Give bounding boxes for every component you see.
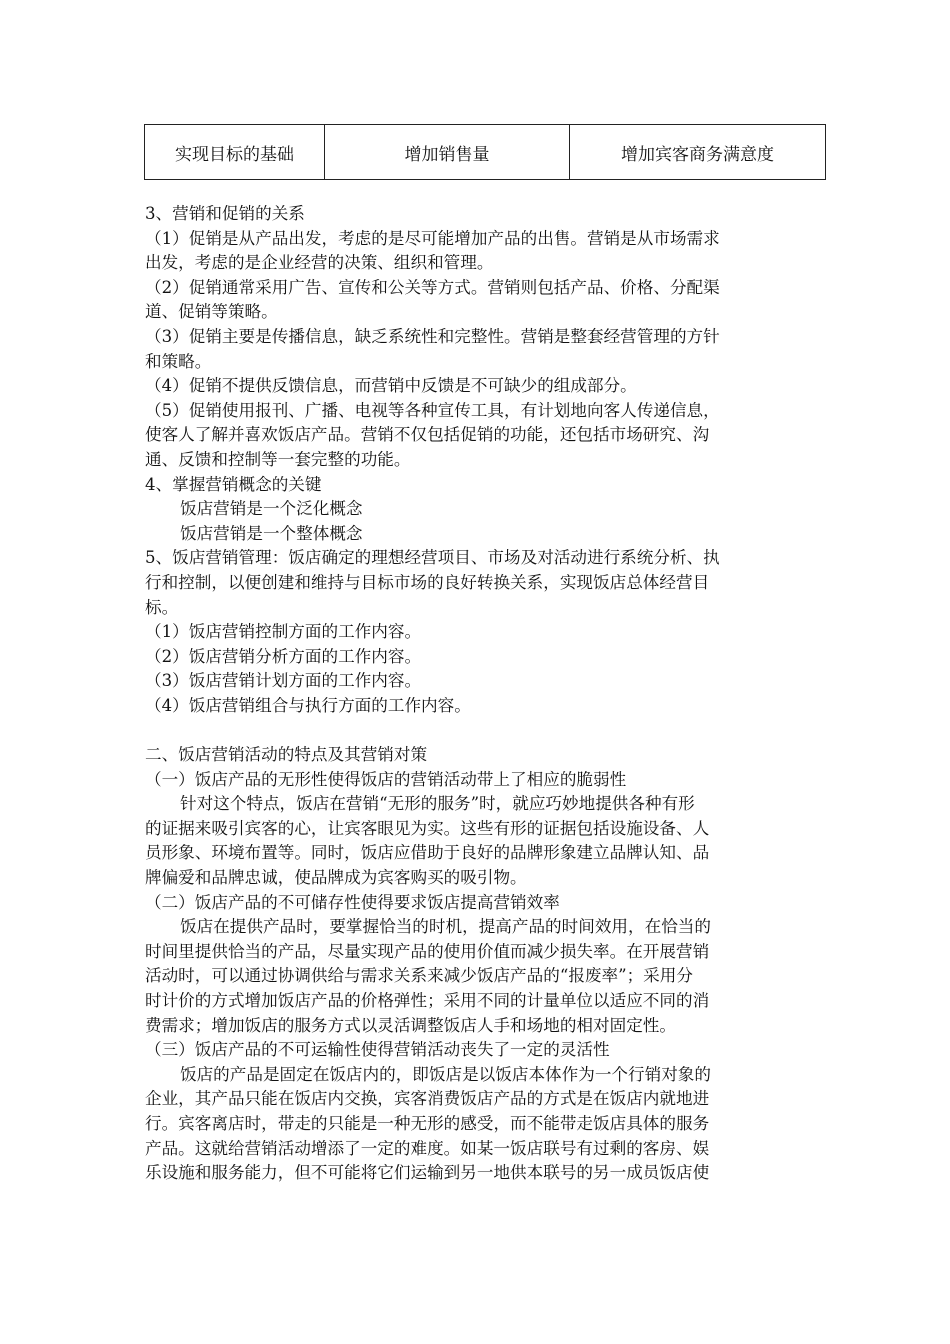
blank-line <box>145 718 810 743</box>
text-line: （5）促销使用报刊、广播、电视等各种宣传工具，有计划地向客人传递信息， <box>145 400 720 420</box>
text-line: 的证据来吸引宾客的心，让宾客眼见为实。这些有形的证据包括设施设备、人 <box>145 818 710 838</box>
comparison-table <box>144 124 826 180</box>
text-line: （4）促销不提供反馈信息，而营销中反馈是不可缺少的组成部分。 <box>145 376 637 396</box>
table-cell: 增加销售量 <box>325 125 570 180</box>
text-line: 乐设施和服务能力，但不可能将它们运输到另一地供本联号的另一成员饭店使 <box>145 1163 710 1183</box>
table-row <box>145 125 826 180</box>
text-line: 出发，考虑的是企业经营的决策、组织和管理。 <box>145 253 494 273</box>
text-line: 企业，其产品只能在饭店内交换，宾客消费饭店产品的方式是在饭店内就地进 <box>145 1089 710 1109</box>
text-line: 饭店营销是一个整体概念 <box>180 523 363 543</box>
text-line: （1）饭店营销控制方面的工作内容。 <box>145 622 422 642</box>
text-line: 和策略。 <box>145 351 212 371</box>
text-line: 饭店在提供产品时，要掌握恰当的时机，提高产品的时间效用，在恰当的 <box>180 917 711 937</box>
text-line: 时计价的方式增加饭店产品的价格弹性；采用不同的计量单位以适应不同的消 <box>145 991 710 1010</box>
text-line: （4）饭店营销组合与执行方面的工作内容。 <box>145 695 471 715</box>
text-line: 牌偏爱和品牌忠诚，使品牌成为宾客购买的吸引物。 <box>145 868 527 888</box>
text-line: （3）促销主要是传播信息，缺乏系统性和完整性。营销是整套经营管理的方针 <box>145 326 720 346</box>
text-line: （2）促销通常采用广告、宣传和公关等方式。营销则包括产品、价格、分配渠 <box>145 277 720 297</box>
text-line: （3）饭店营销计划方面的工作内容。 <box>145 671 422 691</box>
text-line: 3、营销和促销的关系 <box>145 204 305 223</box>
text-line: 费需求；增加饭店的服务方式以灵活调整饭店人手和场地的相对固定性。 <box>145 1015 676 1035</box>
text-line: 4、掌握营销概念的关键 <box>145 474 322 494</box>
text-line: 行和控制，以便创建和维持与目标市场的良好转换关系，实现饭店总体经营目 <box>145 572 710 592</box>
text-line: （二）饭店产品的不可储存性使得要求饭店提高营销效率 <box>145 892 560 912</box>
text-line: 产品。这就给营销活动增添了一定的难度。如某一饭店联号有过剩的客房、娱 <box>145 1138 710 1158</box>
text-line: 二、饭店营销活动的特点及其营销对策 <box>145 745 428 765</box>
text-line: 饭店营销是一个泛化概念 <box>180 499 363 519</box>
document-body <box>145 202 810 1186</box>
text-line: 时间里提供恰当的产品，尽量实现产品的使用价值而减少损失率。在开展营销 <box>145 941 710 961</box>
text-line: 使客人了解并喜欢饭店产品。营销不仅包括促销的功能，还包括市场研究、沟 <box>145 425 710 445</box>
text-line: 行。宾客离店时，带走的只能是一种无形的感受，而不能带走饭店具体的服务 <box>145 1113 710 1133</box>
text-line: （三）饭店产品的不可运输性使得营销活动丧失了一定的灵活性 <box>145 1040 610 1060</box>
text-line: 员形象、环境布置等。同时，饭店应借助于良好的品牌形象建立品牌认知、品 <box>145 843 710 863</box>
text-line: 针对这个特点，饭店在营销“无形的服务”时，就应巧妙地提供各种有形 <box>180 794 695 814</box>
text-line: 5、饭店营销管理：饭店确定的理想经营项目、市场及对活动进行系统分析、执 <box>145 548 720 568</box>
text-line: （1）促销是从产品出发，考虑的是尽可能增加产品的出售。营销是从市场需求 <box>145 228 720 248</box>
table-cell: 实现目标的基础 <box>145 125 325 180</box>
text-line: 饭店的产品是固定在饭店内的，即饭店是以饭店本体作为一个行销对象的 <box>180 1064 711 1084</box>
table-cell: 增加宾客商务满意度 <box>570 125 826 180</box>
text-line: （一）饭店产品的无形性使得饭店的营销活动带上了相应的脆弱性 <box>145 769 627 789</box>
text-line: 道、促销等策略。 <box>145 302 278 322</box>
text-line: 通、反馈和控制等一套完整的功能。 <box>145 449 411 469</box>
text-line: 标。 <box>145 597 179 617</box>
text-line: （2）饭店营销分析方面的工作内容。 <box>145 646 422 666</box>
text-line: 活动时，可以通过协调供给与需求关系来减少饭店产品的“报废率”；采用分 <box>145 966 693 986</box>
